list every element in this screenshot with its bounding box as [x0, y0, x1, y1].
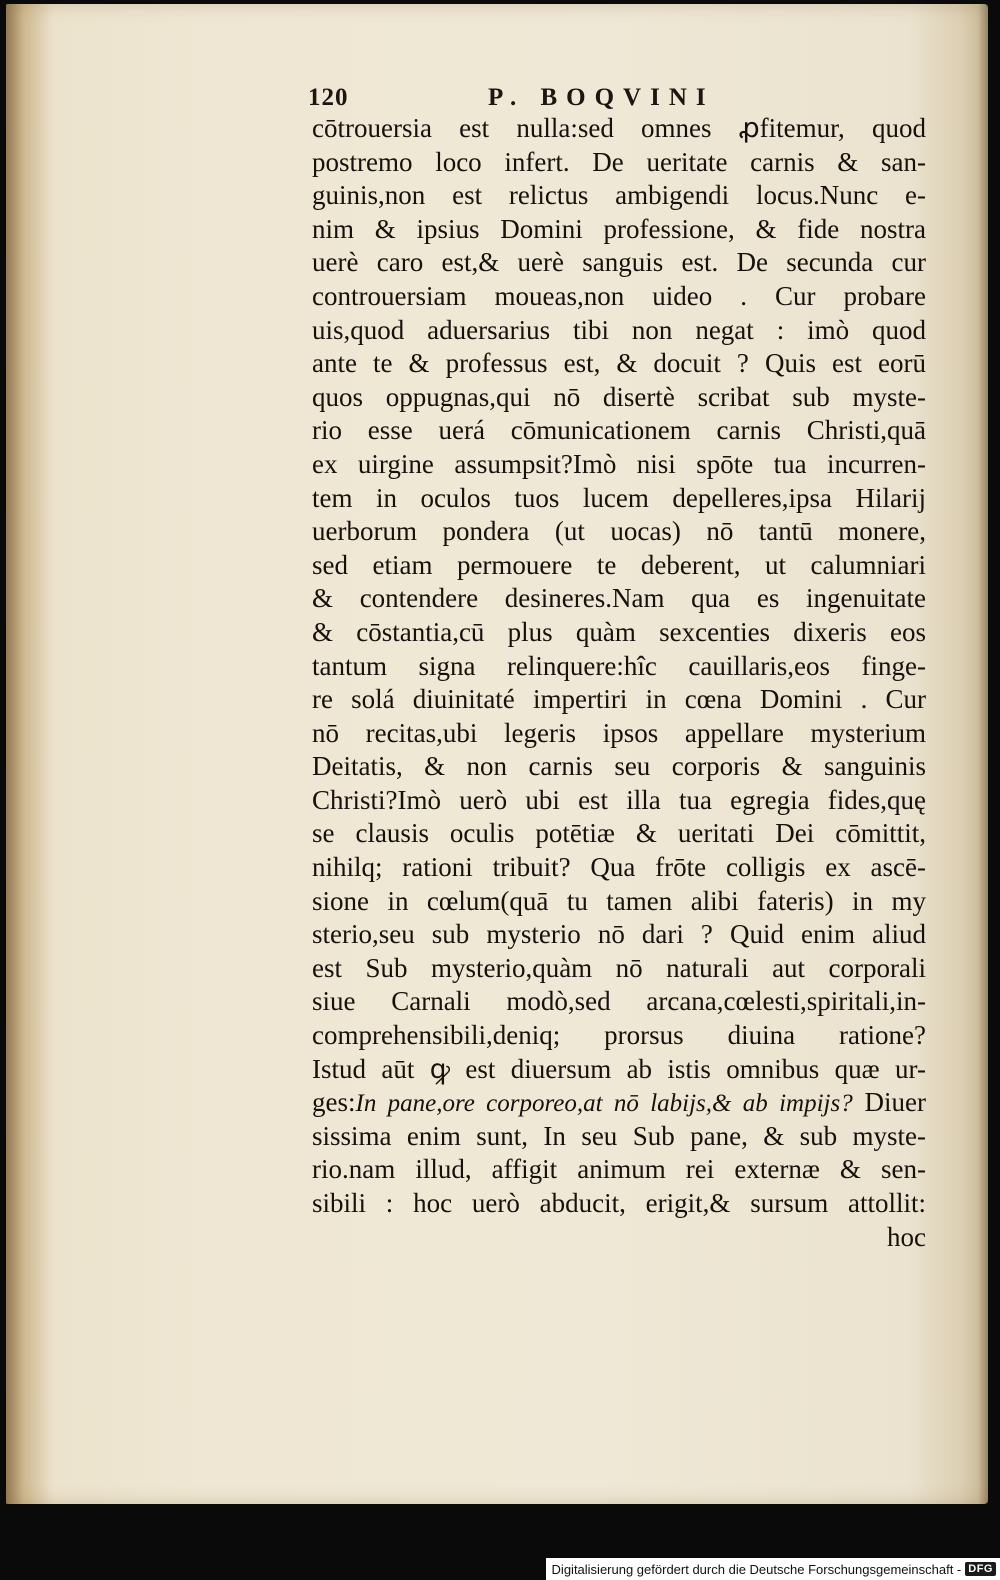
text-line: postremo loco infert. De ueritate carnis & san- [312, 146, 926, 177]
text-line: rio.nam illud, affigit animum rei externæ & sen- [312, 1154, 926, 1185]
text-line: guinis,non est relictus ambigendi locus.Nunc e- [312, 180, 926, 211]
text-line: controuersiam moueas,non uideo . Cur probare [312, 280, 926, 311]
funding-note: Digitalisierung gefördert durch die Deutsche Forschungsgemeinschaft - [551, 1561, 962, 1577]
text-line: nō recitas,ubi legeris ipsos appellare mysterium [312, 717, 926, 748]
text-line: sissima enim sunt, In seu Sub pane, & sub myste- [312, 1120, 926, 1151]
dfg-logo: DFG [965, 1562, 996, 1576]
text-line: & contendere desineres.Nam qua es ingenuitate [312, 583, 926, 614]
text-roman: Diuer [852, 1087, 926, 1118]
running-title: P. BOQVINI [488, 84, 715, 111]
page-number: 120 [308, 84, 349, 111]
text-line: Deitatis, & non carnis seu corporis & sanguinis [312, 751, 926, 782]
text-line: & cōstantia,cū plus quàm sexcenties dixeris eos [312, 616, 926, 647]
text-line-mixed [312, 1086, 926, 1120]
text-line: Istud aūt ꝙ est diuersum ab istis omnibus quæ ur- [312, 1053, 926, 1084]
text-line: re solá diuinitaté impertiri in cœna Domini . Cur [312, 684, 926, 715]
text-line: uis,quod aduersarius tibi non negat : imò quod [312, 314, 926, 345]
text-line: sibili : hoc uerò abducit, erigit,& sursum attollit: [312, 1188, 926, 1218]
text-line: cōtrouersia est nulla:sed omnes ꝓfitemur, quod [312, 113, 926, 143]
text-line: siue Carnali modò,sed arcana,cœlesti,spiritali,in- [312, 986, 926, 1017]
text-line: nihilq; rationi tribuit? Qua frōte colligis ex ascē- [312, 852, 926, 883]
text-roman: ges: [312, 1087, 356, 1118]
text-line: sed etiam permouere te deberent, ut calumniari [312, 549, 926, 580]
text-line: se clausis oculis potētiæ & ueritati Dei cōmittit, [312, 818, 926, 849]
text-line: tem in oculos tuos lucem depelleres,ipsa Hilarij [312, 482, 926, 513]
text-line: Christi?Imò uerò ubi est illa tua egregia fides,quę [312, 784, 926, 815]
text-line: uerè caro est,& uerè sanguis est. De secunda cur [312, 247, 926, 278]
funding-footer [546, 1558, 1000, 1580]
text-line: uerborum pondera (ut uocas) nō tantū monere, [312, 516, 926, 547]
catchword: hoc [887, 1221, 926, 1252]
text-line: ex uirgine assumpsit?Imò nisi spōte tua incurren- [312, 448, 926, 479]
text-line: est Sub mysterio,quàm nō naturali aut corporali [312, 952, 926, 983]
page-edge-shadow [978, 4, 988, 1504]
text-line: tantum signa relinquere:hîc cauillaris,eos finge- [312, 650, 926, 681]
body-text [312, 112, 926, 1254]
text-italic: In pane,ore corporeo,at nō labijs,& ab impijs? [355, 1090, 853, 1118]
text-line: nim & ipsius Domini professione, & fide nostra [312, 213, 926, 244]
text-line: sione in cœlum(quā tu tamen alibi fateris) in my [312, 885, 926, 916]
text-line: quos oppugnas,qui nō disertè scribat sub myste- [312, 381, 926, 412]
text-line: sterio,seu sub mysterio nō dari ? Quid enim aliud [312, 919, 926, 950]
page-gutter-shadow [6, 4, 50, 1504]
text-line: ante te & professus est, & docuit ? Quis est eorū [312, 348, 926, 379]
text-line: comprehensibili,deniq; prorsus diuina ratione? [312, 1020, 926, 1051]
text-line: rio esse uerá cōmunicationem carnis Christi,quā [312, 415, 926, 446]
